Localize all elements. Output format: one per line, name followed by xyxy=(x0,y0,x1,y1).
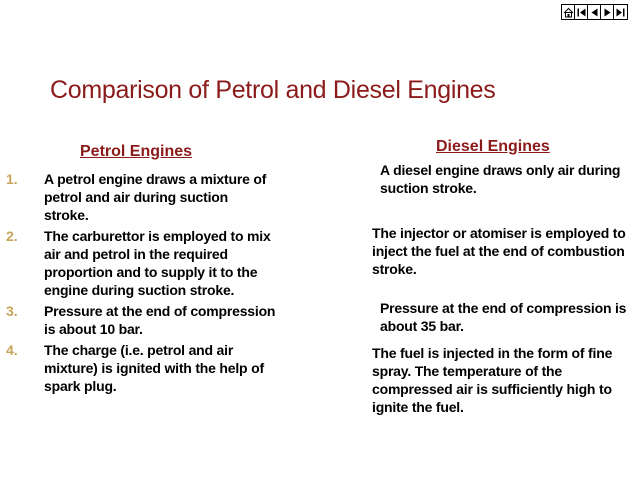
first-slide-button[interactable] xyxy=(575,5,588,19)
petrol-engines-heading: Petrol Engines xyxy=(80,143,193,160)
home-icon xyxy=(563,7,574,18)
diesel-item-lead: The xyxy=(372,225,397,241)
list-item xyxy=(6,302,276,338)
list-number: 3. xyxy=(6,303,18,319)
slide-nav-bar xyxy=(561,4,628,20)
diesel-item-3 xyxy=(380,299,638,335)
list-number: 4. xyxy=(6,342,18,358)
diesel-item-text: injector or atomiser is employed to inject the fuel at the end of combustion stroke. xyxy=(372,225,626,277)
list-text: The charge (i.e. petrol and air mixture) is ignited with the help of spark plug. xyxy=(44,342,264,394)
list-text: Pressure at the end of compression is about 10 bar. xyxy=(44,303,276,337)
diesel-item-lead: A xyxy=(380,162,390,178)
diesel-item-2 xyxy=(372,224,638,278)
slide-title: Comparison of Petrol and Diesel Engines xyxy=(50,76,496,104)
previous-slide-button[interactable] xyxy=(588,5,601,19)
diesel-engines-heading: Diesel Engines xyxy=(436,138,550,155)
list-text: A petrol engine draws a mixture of petrol and air during suction stroke. xyxy=(44,171,267,223)
diesel-item-4 xyxy=(372,344,634,416)
list-item xyxy=(6,227,276,299)
list-text: The carburettor is employed to mix air and petrol in the required proportion and to supply it to the engine during suction stroke. xyxy=(44,228,271,298)
diesel-item-text: at the end of compression is about 35 bar. xyxy=(380,300,627,334)
diesel-item-text: diesel engine draws only air during suction stroke. xyxy=(380,162,621,196)
list-number: 2. xyxy=(6,228,18,244)
petrol-engines-list xyxy=(6,170,276,398)
diesel-item-1 xyxy=(380,161,638,197)
last-slide-icon xyxy=(615,7,626,18)
list-item xyxy=(6,341,276,395)
previous-slide-icon xyxy=(589,7,600,18)
next-slide-icon xyxy=(602,7,613,18)
diesel-item-text: fuel is injected in the form of fine spray. The temperature of the compressed air is sufficiently high to ignite the fuel. xyxy=(372,345,613,415)
first-slide-icon xyxy=(576,7,587,18)
last-slide-button[interactable] xyxy=(614,5,627,19)
diesel-item-lead: The xyxy=(372,345,397,361)
diesel-item-lead: Pressure xyxy=(380,300,439,316)
list-number: 1. xyxy=(6,171,18,187)
next-slide-button[interactable] xyxy=(601,5,614,19)
list-item xyxy=(6,170,276,224)
home-button[interactable] xyxy=(562,5,575,19)
